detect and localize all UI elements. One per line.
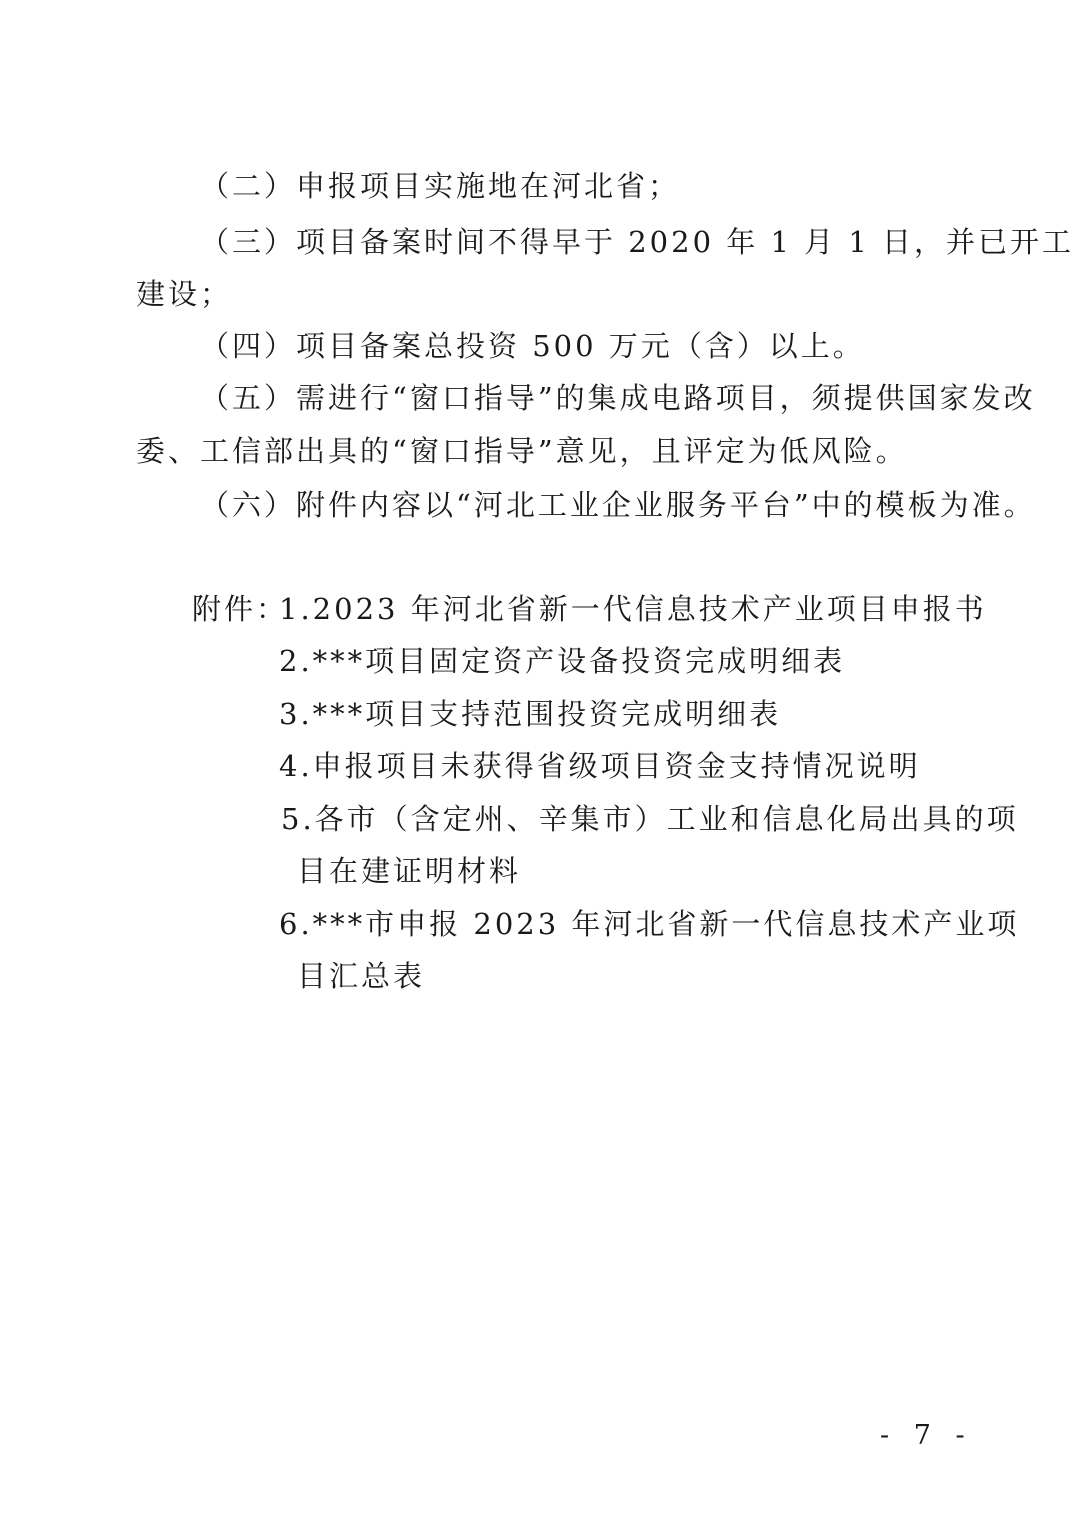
attachment-item: 5.各市（含定州、辛集市）工业和信息化局出具的项 [281, 802, 1019, 836]
requirement-label: （六） [200, 488, 297, 522]
attachment-item: 3.***项目支持范围投资完成明细表 [279, 697, 782, 731]
requirement-line [200, 166, 680, 206]
requirement-line [200, 326, 865, 366]
attachment-item-continuation: 目在建证明材料 [297, 854, 522, 888]
attachment-item: 4.申报项目未获得省级项目资金支持情况说明 [279, 749, 921, 783]
attachment-item: 6.***市申报 2023 年河北省新一代信息技术产业项 [279, 907, 1020, 941]
requirement-text: 需进行“窗口指导”的集成电路项目，须提供国家发改 [296, 381, 1036, 415]
requirement-label: （三） [200, 225, 297, 259]
page-number: - 7 - [880, 1420, 973, 1451]
requirement-text: 申报项目实施地在河北省； [296, 169, 681, 203]
requirement-text: 附件内容以“河北工业企业服务平台”中的模板为准。 [296, 488, 1036, 522]
attachment-item: 1.2023 年河北省新一代信息技术产业项目申报书 [279, 592, 987, 626]
requirement-text: 项目备案总投资 500 万元（含）以上。 [296, 329, 865, 363]
requirement-continuation: 委、工信部出具的“窗口指导”意见，且评定为低风险。 [136, 434, 908, 468]
requirement-line [200, 378, 1036, 418]
requirement-label: （五） [200, 381, 297, 415]
requirement-label: （二） [200, 169, 297, 203]
requirement-line [200, 222, 1074, 262]
attachment-item: 2.***项目固定资产设备投资完成明细表 [279, 644, 846, 678]
attachments-heading: 附件： [192, 592, 289, 626]
requirement-label: （四） [200, 329, 297, 363]
requirement-text: 项目备案时间不得早于 2020 年 1 月 1 日，并已开工 [296, 225, 1075, 259]
requirement-line [200, 485, 1036, 525]
requirement-continuation: 建设； [136, 277, 233, 311]
attachment-item-continuation: 目汇总表 [297, 959, 426, 993]
